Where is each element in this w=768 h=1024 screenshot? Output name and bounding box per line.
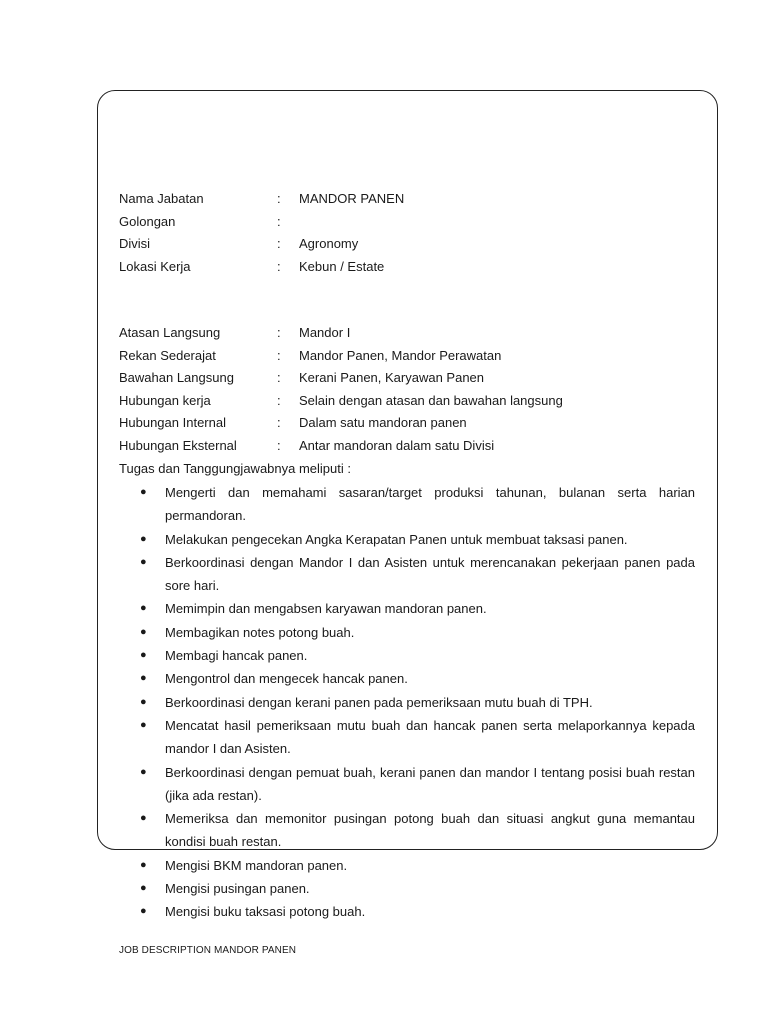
page-footer: JOB DESCRIPTION MANDOR PANEN (119, 945, 297, 956)
bullet-icon: ● (140, 905, 147, 918)
duty-text: Mengisi pusingan panen. (165, 881, 310, 897)
duty-item (140, 551, 695, 598)
info-row (119, 233, 699, 256)
bullet-icon: ● (140, 486, 147, 498)
info-value: Kebun / Estate (299, 258, 385, 274)
duty-text: Mengisi buku taksasi potong buah. (165, 904, 366, 920)
bullet-icon: ● (140, 882, 147, 895)
bullet-icon: ● (140, 858, 147, 871)
bullet-icon: ● (140, 625, 147, 638)
info-row (119, 322, 699, 345)
info-value: Dalam satu mandoran panen (299, 415, 467, 430)
info-block-position (119, 188, 699, 278)
duties-list (140, 481, 695, 924)
duty-text: Berkoordinasi dengan kerani panen pada pemeriksaan mutu buah di TPH. (165, 694, 593, 710)
duty-item (140, 691, 695, 714)
info-label: Nama Jabatan (119, 191, 204, 206)
info-value: Agronomy (299, 236, 359, 251)
info-row (119, 345, 699, 368)
duty-item (140, 597, 695, 620)
info-value: Kerani Panen, Karyawan Panen (299, 370, 485, 385)
info-colon: : (277, 325, 281, 340)
info-colon: : (277, 191, 281, 206)
duty-item (140, 807, 695, 854)
info-value: Mandor Panen, Mandor Perawatan (299, 347, 502, 363)
duty-item (140, 854, 695, 877)
duty-item (140, 877, 695, 900)
info-row (119, 256, 699, 279)
info-label: Atasan Langsung (119, 325, 221, 340)
duties-intro: Tugas dan Tanggungjawabnya meliputi : (119, 461, 351, 476)
duty-text: Membagikan notes potong buah. (165, 624, 355, 640)
duty-item (140, 481, 695, 528)
bullet-icon: ● (140, 765, 147, 778)
info-row (119, 367, 699, 390)
info-colon: : (277, 415, 281, 430)
info-colon: : (277, 437, 281, 453)
duty-text: Melakukan pengecekan Angka Kerapatan Panen untuk membuat taksasi panen. (165, 531, 628, 547)
duty-item (140, 761, 695, 808)
duty-item (140, 900, 695, 923)
info-label: Bawahan Langsung (119, 370, 234, 385)
info-row (119, 188, 699, 211)
bullet-icon: ● (140, 532, 147, 545)
bullet-icon: ● (140, 672, 147, 685)
info-label: Golongan (119, 213, 176, 229)
info-block-relations (119, 322, 699, 457)
info-row (119, 390, 699, 413)
info-value: MANDOR PANEN (299, 191, 405, 206)
bullet-icon: ● (140, 555, 147, 568)
duty-item (140, 621, 695, 644)
info-row (119, 211, 699, 234)
duty-text: Memimpin dan mengabsen karyawan mandoran panen. (165, 601, 487, 617)
info-label: Hubungan Internal (119, 415, 226, 430)
info-row (119, 435, 699, 458)
info-row (119, 412, 699, 435)
info-colon: : (277, 213, 281, 229)
info-label: Rekan Sederajat (119, 347, 216, 363)
info-value: Selain dengan atasan dan bawahan langsung (299, 392, 563, 408)
duty-text: Memeriksa dan memonitor pusingan potong buah dan situasi angkut guna memantau kondisi buah restan. (165, 811, 695, 850)
duty-text: Berkoordinasi dengan pemuat buah, kerani panen dan mandor I tentang posisi buah restan (jika ada restan). (165, 764, 695, 803)
info-colon: : (277, 236, 281, 251)
info-label: Hubungan kerja (119, 392, 211, 408)
duty-text: Mencatat hasil pemeriksaan mutu buah dan hancak panen serta melaporkannya kepada mandor I dan Asisten. (165, 717, 695, 757)
duty-item (140, 667, 695, 690)
info-label: Divisi (119, 236, 151, 251)
info-value: Antar mandoran dalam satu Divisi (299, 437, 495, 453)
duty-item (140, 528, 695, 551)
info-value: Mandor I (299, 325, 351, 340)
duty-item (140, 644, 695, 667)
info-colon: : (277, 258, 281, 274)
bullet-icon: ● (140, 695, 147, 708)
info-label: Lokasi Kerja (119, 258, 191, 274)
info-colon: : (277, 370, 281, 385)
duty-item (140, 714, 695, 761)
bullet-icon: ● (140, 649, 147, 662)
duty-text: Mengontrol dan mengecek hancak panen. (165, 671, 408, 687)
bullet-icon: ● (140, 812, 147, 825)
info-colon: : (277, 392, 281, 408)
duty-text: Mengisi BKM mandoran panen. (165, 857, 348, 873)
duty-text: Berkoordinasi dengan Mandor I dan Asisten untuk merencanakan pekerjaan panen pada sore hari. (165, 554, 695, 594)
info-colon: : (277, 347, 281, 363)
duty-text: Membagi hancak panen. (165, 648, 308, 664)
duty-text: Mengerti dan memahami sasaran/target produksi tahunan, bulanan serta harian permandoran. (165, 485, 695, 524)
bullet-icon: ● (140, 602, 147, 615)
bullet-icon: ● (140, 718, 147, 731)
info-label: Hubungan Eksternal (119, 437, 237, 453)
